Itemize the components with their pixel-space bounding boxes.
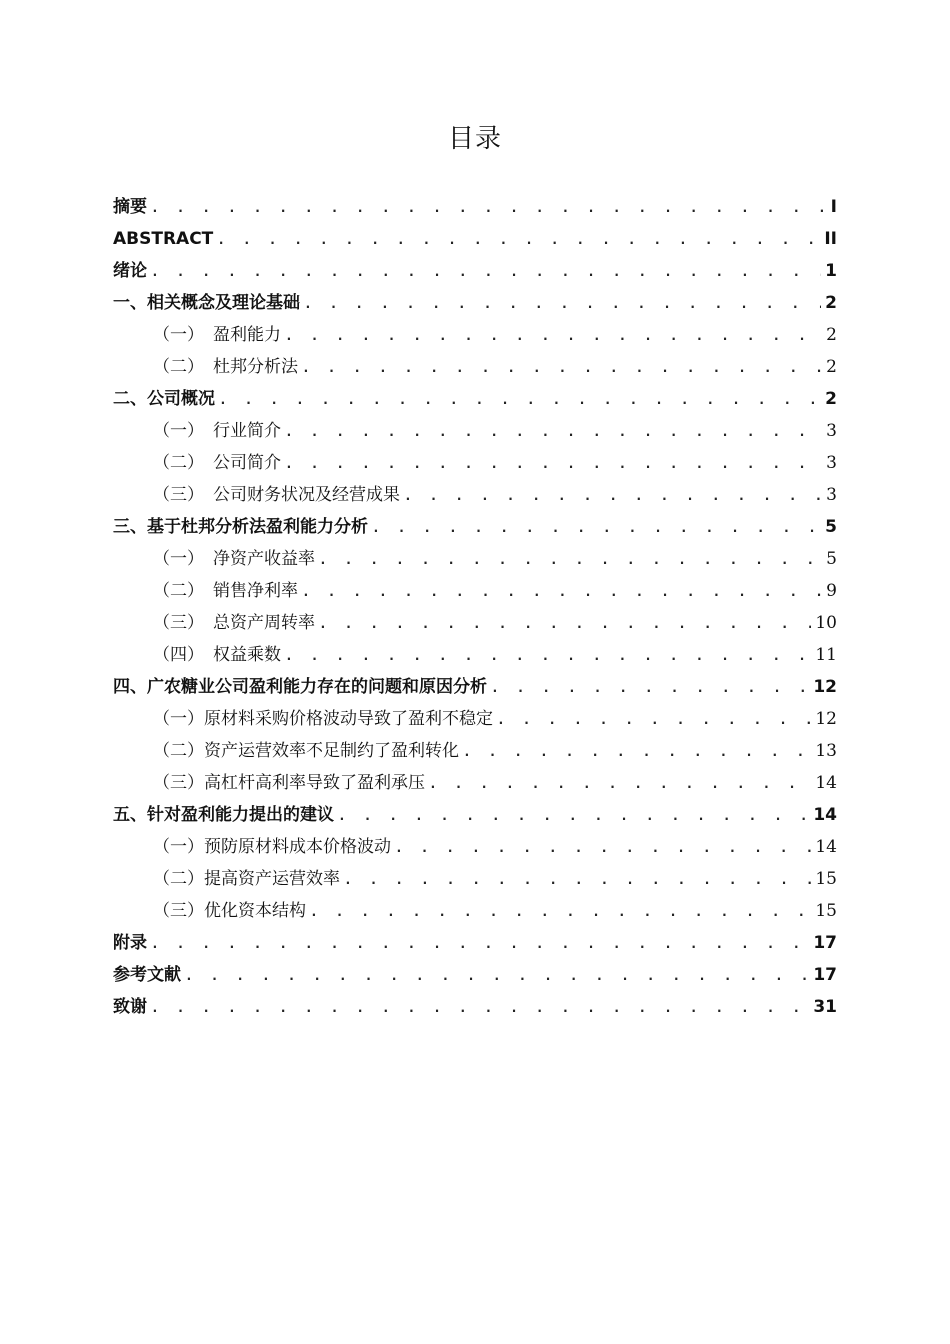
toc-entry-label bbox=[113, 447, 281, 479]
toc-entry-label bbox=[113, 703, 493, 735]
toc-entry-label bbox=[113, 671, 487, 703]
table-of-contents bbox=[113, 191, 837, 1023]
toc-leader-dots bbox=[151, 193, 823, 225]
toc-entry-page-number: 3 bbox=[826, 421, 837, 441]
toc-entry[interactable] bbox=[113, 383, 837, 415]
toc-leader-dots bbox=[404, 481, 822, 513]
toc-entry-label bbox=[113, 255, 147, 287]
toc-leader-dots bbox=[219, 385, 821, 417]
toc-entry[interactable] bbox=[113, 255, 837, 287]
toc-entry-text: 行业简介 bbox=[213, 421, 281, 441]
toc-entry-page-number: 15 bbox=[815, 869, 837, 889]
toc-entry-text: （二）提高资产运营效率 bbox=[153, 869, 340, 889]
toc-entry-page-number: 14 bbox=[813, 805, 837, 825]
toc-entry[interactable] bbox=[113, 639, 837, 671]
toc-entry-number: （一） bbox=[153, 421, 204, 441]
toc-entry-page-number: 9 bbox=[826, 581, 837, 601]
toc-entry-page-number: 2 bbox=[825, 293, 837, 313]
toc-entry-label bbox=[113, 735, 459, 767]
toc-leader-dots bbox=[151, 257, 821, 289]
toc-entry[interactable] bbox=[113, 671, 837, 703]
toc-entry-label bbox=[113, 895, 306, 927]
toc-leader-dots bbox=[319, 545, 822, 577]
toc-entry[interactable] bbox=[113, 543, 837, 575]
toc-leader-dots bbox=[497, 705, 811, 737]
toc-entry-page-number: 14 bbox=[815, 773, 837, 793]
toc-entry[interactable] bbox=[113, 927, 837, 959]
toc-entry[interactable] bbox=[113, 575, 837, 607]
toc-entry[interactable] bbox=[113, 895, 837, 927]
toc-entry[interactable] bbox=[113, 799, 837, 831]
toc-entry-number: （一） bbox=[153, 325, 204, 345]
toc-entry[interactable] bbox=[113, 831, 837, 863]
toc-entry-page-number: 2 bbox=[826, 357, 837, 377]
toc-entry-text: 一、相关概念及理论基础 bbox=[113, 293, 300, 313]
toc-entry-page-number: 3 bbox=[826, 453, 837, 473]
toc-entry-page-number: 31 bbox=[813, 997, 837, 1017]
toc-entry-text: 公司财务状况及经营成果 bbox=[213, 485, 400, 505]
toc-entry-label bbox=[113, 383, 215, 415]
toc-entry-text: 销售净利率 bbox=[213, 581, 298, 601]
toc-entry-number: （二） bbox=[153, 357, 204, 377]
toc-entry-number: （四） bbox=[153, 645, 204, 665]
toc-entry-number: （二） bbox=[153, 453, 204, 473]
toc-leader-dots bbox=[285, 641, 811, 673]
toc-leader-dots bbox=[338, 801, 809, 833]
toc-leader-dots bbox=[185, 961, 809, 993]
toc-entry-page-number: 2 bbox=[825, 389, 837, 409]
toc-entry-page-number: 11 bbox=[815, 645, 837, 665]
toc-entry-text: 公司简介 bbox=[213, 453, 281, 473]
toc-entry-label bbox=[113, 319, 281, 351]
toc-entry-text: （三）高杠杆高利率导致了盈利承压 bbox=[153, 773, 425, 793]
toc-leader-dots bbox=[285, 321, 822, 353]
toc-entry[interactable] bbox=[113, 223, 837, 255]
toc-entry-page-number: 12 bbox=[813, 677, 837, 697]
toc-leader-dots bbox=[151, 993, 809, 1025]
toc-entry-page-number: 10 bbox=[815, 613, 837, 633]
toc-entry-label bbox=[113, 575, 298, 607]
toc-entry-label bbox=[113, 543, 315, 575]
toc-entry-label bbox=[113, 191, 147, 223]
toc-entry-label bbox=[113, 863, 340, 895]
toc-entry-text: 三、基于杜邦分析法盈利能力分析 bbox=[113, 517, 368, 537]
toc-entry[interactable] bbox=[113, 991, 837, 1023]
toc-entry[interactable] bbox=[113, 511, 837, 543]
toc-entry[interactable] bbox=[113, 351, 837, 383]
toc-leader-dots bbox=[304, 289, 821, 321]
toc-leader-dots bbox=[302, 577, 822, 609]
toc-leader-dots bbox=[285, 417, 822, 449]
toc-leader-dots bbox=[310, 897, 811, 929]
toc-entry-text: 杜邦分析法 bbox=[213, 357, 298, 377]
toc-entry-text: （一）原材料采购价格波动导致了盈利不稳定 bbox=[153, 709, 493, 729]
toc-entry-label bbox=[113, 767, 425, 799]
toc-entry-text: 致谢 bbox=[113, 997, 147, 1017]
toc-entry-number: （三） bbox=[153, 613, 204, 633]
toc-entry-label bbox=[113, 351, 298, 383]
toc-entry-number: （三） bbox=[153, 485, 204, 505]
toc-entry-page-number: 15 bbox=[815, 901, 837, 921]
toc-entry[interactable] bbox=[113, 319, 837, 351]
toc-entry[interactable] bbox=[113, 415, 837, 447]
toc-entry-label bbox=[113, 607, 315, 639]
toc-entry-label bbox=[113, 639, 281, 671]
toc-entry-page-number: 2 bbox=[826, 325, 837, 345]
toc-entry-text: 附录 bbox=[113, 933, 147, 953]
toc-entry[interactable] bbox=[113, 767, 837, 799]
toc-entry-text: （二）资产运营效率不足制约了盈利转化 bbox=[153, 741, 459, 761]
toc-entry[interactable] bbox=[113, 703, 837, 735]
toc-entry[interactable] bbox=[113, 607, 837, 639]
toc-entry-label bbox=[113, 959, 181, 991]
toc-entry-page-number: 17 bbox=[813, 933, 837, 953]
toc-leader-dots bbox=[429, 769, 811, 801]
toc-entry-label bbox=[113, 287, 300, 319]
toc-entry[interactable] bbox=[113, 191, 837, 223]
toc-entry[interactable] bbox=[113, 287, 837, 319]
toc-entry[interactable] bbox=[113, 959, 837, 991]
toc-leader-dots bbox=[151, 929, 809, 961]
toc-entry-text: 净资产收益率 bbox=[213, 549, 315, 569]
toc-entry-label bbox=[113, 799, 334, 831]
toc-entry-page-number: 12 bbox=[815, 709, 837, 729]
toc-entry-text: ABSTRACT bbox=[113, 229, 214, 249]
toc-entry-page-number: II bbox=[824, 229, 837, 249]
toc-entry-text: 五、针对盈利能力提出的建议 bbox=[113, 805, 334, 825]
toc-leader-dots bbox=[372, 513, 821, 545]
toc-entry-label bbox=[113, 991, 147, 1023]
toc-leader-dots bbox=[463, 737, 811, 769]
toc-entry-page-number: 5 bbox=[826, 549, 837, 569]
toc-entry-page-number: 17 bbox=[813, 965, 837, 985]
toc-entry-number: （二） bbox=[153, 581, 204, 601]
toc-leader-dots bbox=[491, 673, 809, 705]
toc-entry[interactable] bbox=[113, 447, 837, 479]
toc-leader-dots bbox=[302, 353, 822, 385]
toc-entry-page-number: 1 bbox=[825, 261, 837, 281]
toc-entry-text: （三）优化资本结构 bbox=[153, 901, 306, 921]
toc-entry-label bbox=[113, 415, 281, 447]
toc-entry-text: 摘要 bbox=[113, 197, 147, 217]
toc-entry-label bbox=[113, 831, 391, 863]
toc-entry-text: 四、广农糖业公司盈利能力存在的问题和原因分析 bbox=[113, 677, 487, 697]
toc-entry-label bbox=[113, 927, 147, 959]
toc-entry-label bbox=[113, 511, 368, 543]
toc-entry-text: 盈利能力 bbox=[213, 325, 281, 345]
toc-entry-page-number: 5 bbox=[825, 517, 837, 537]
toc-entry-page-number: 14 bbox=[815, 837, 837, 857]
toc-entry-label bbox=[113, 223, 213, 255]
toc-entry-label bbox=[113, 479, 400, 511]
toc-entry-text: 绪论 bbox=[113, 261, 147, 281]
toc-leader-dots bbox=[395, 833, 811, 865]
toc-entry-page-number: I bbox=[830, 197, 837, 217]
toc-entry-number: （一） bbox=[153, 549, 204, 569]
toc-entry-text: 权益乘数 bbox=[213, 645, 281, 665]
toc-leader-dots bbox=[319, 609, 811, 641]
toc-entry[interactable] bbox=[113, 863, 837, 895]
toc-entry-page-number: 3 bbox=[826, 485, 837, 505]
toc-entry-text: 二、公司概况 bbox=[113, 389, 215, 409]
toc-entry-text: （一）预防原材料成本价格波动 bbox=[153, 837, 391, 857]
toc-entry[interactable] bbox=[113, 479, 837, 511]
toc-entry-text: 参考文献 bbox=[113, 965, 181, 985]
toc-entry[interactable] bbox=[113, 735, 837, 767]
toc-leader-dots bbox=[344, 865, 811, 897]
toc-entry-text: 总资产周转率 bbox=[213, 613, 315, 633]
toc-leader-dots bbox=[217, 225, 820, 257]
toc-leader-dots bbox=[285, 449, 822, 481]
toc-entry-page-number: 13 bbox=[815, 741, 837, 761]
toc-title: 目录 bbox=[447, 124, 502, 154]
